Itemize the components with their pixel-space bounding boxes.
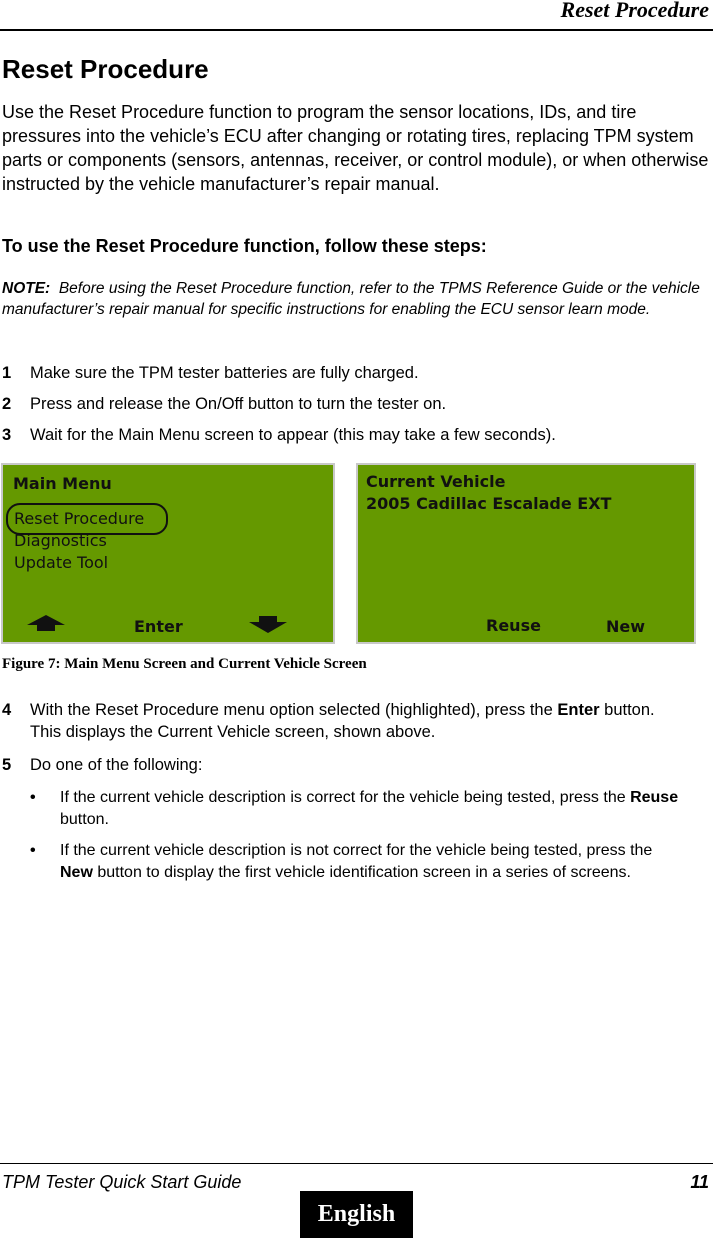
- up-arrow-icon: [25, 613, 67, 635]
- note: [2, 278, 712, 320]
- running-header: Reset Procedure: [560, 0, 709, 22]
- note-text: Before using the Reset Procedure function, refer to the TPMS Reference Guide or the vehicle manufacturer’s repair manual for specific instructions for enabling the ECU sensor learn mode.: [2, 280, 700, 318]
- step-number: 2: [2, 395, 12, 413]
- intro-paragraph: Use the Reset Procedure function to program the sensor locations, IDs, and tire pressures into the vehicle’s ECU after changing or rotating tires, replacing TPM system parts or components (sensors, antennas, receiver, or control module), or when otherwise instructed by the vehicle manufacturer’s repair manual.: [2, 102, 709, 194]
- bullet-dot: •: [30, 842, 36, 859]
- figure-caption: Figure 7: Main Menu Screen and Current Vehicle Screen: [2, 656, 367, 672]
- menu-item-update-tool: Update Tool: [14, 553, 109, 572]
- page-title: Reset Procedure: [2, 54, 209, 84]
- steps-heading: To use the Reset Procedure function, follow these steps:: [2, 236, 487, 256]
- note-label: NOTE:: [2, 280, 51, 297]
- step-text: Do one of the following:: [30, 756, 203, 774]
- enter-key-label: Enter: [134, 617, 183, 636]
- step-text: With the Reset Procedure menu option selected (highlighted), press the Enter button. This displays the Current Vehicle screen, shown above.: [30, 701, 655, 741]
- step-number: 3: [2, 426, 12, 444]
- menu-item-reset-procedure: Reset Procedure: [14, 509, 145, 528]
- new-button-ref: New: [60, 864, 93, 881]
- bullet-text: If the current vehicle description is not correct for the vehicle being tested, press the New button to display the first vehicle identification screen in a series of screens.: [60, 842, 653, 881]
- bullet-dot: •: [30, 789, 36, 806]
- language-tab: English: [300, 1191, 413, 1238]
- header-rule: [0, 29, 713, 31]
- main-menu-screen: [1, 463, 335, 644]
- step-text: Wait for the Main Menu screen to appear (this may take a few seconds).: [30, 426, 556, 444]
- new-key-label: New: [606, 617, 646, 636]
- enter-button-ref: Enter: [557, 701, 600, 719]
- footer-rule: [0, 1163, 713, 1164]
- step-number: 4: [2, 701, 12, 719]
- down-arrow-icon: [247, 613, 289, 635]
- footer-guide-title: TPM Tester Quick Start Guide: [2, 1172, 242, 1192]
- screen-title: Current Vehicle: [366, 472, 506, 491]
- reuse-button-ref: Reuse: [630, 789, 679, 806]
- vehicle-description: 2005 Cadillac Escalade EXT: [366, 494, 612, 513]
- page-number: 11: [690, 1172, 709, 1192]
- step-text: Make sure the TPM tester batteries are fully charged.: [30, 364, 419, 382]
- step-number: 5: [2, 756, 12, 774]
- screen-title: Main Menu: [13, 474, 112, 493]
- step-text: Press and release the On/Off button to turn the tester on.: [30, 395, 447, 413]
- menu-item-diagnostics: Diagnostics: [14, 531, 107, 550]
- current-vehicle-screen: [356, 463, 696, 644]
- reuse-key-label: Reuse: [486, 616, 541, 635]
- bullet-text: If the current vehicle description is correct for the vehicle being tested, press the Reuse button.: [60, 789, 679, 828]
- step-number: 1: [2, 364, 12, 382]
